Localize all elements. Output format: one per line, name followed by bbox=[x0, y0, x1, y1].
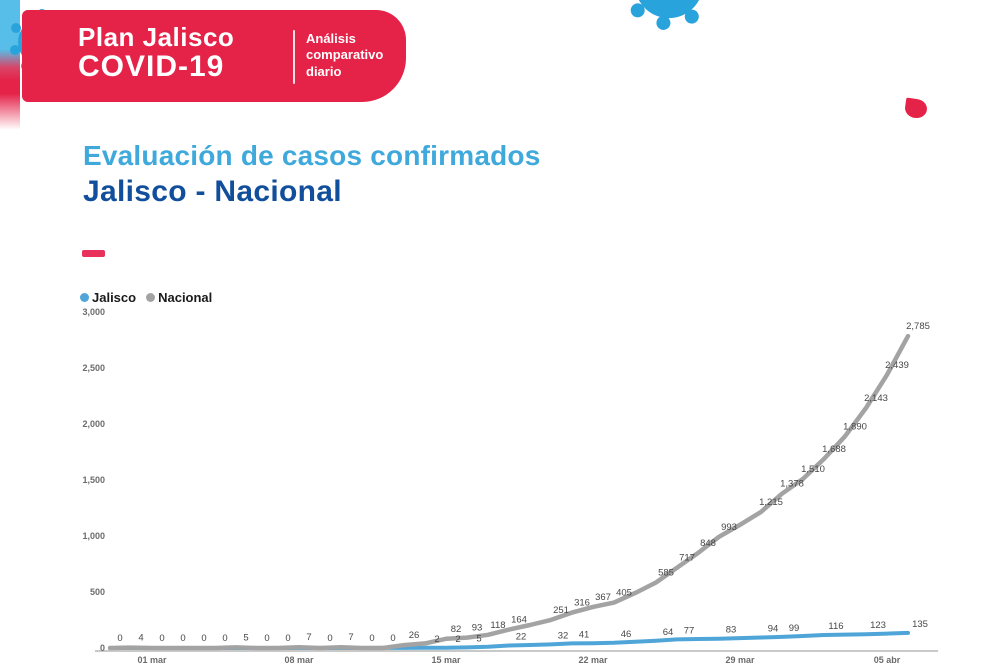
nacional-data-label: 26 bbox=[408, 630, 420, 642]
x-axis-tick-label: 29 mar bbox=[725, 655, 755, 665]
nacional-data-label: 1,510 bbox=[801, 463, 825, 475]
jalisco-data-label: 46 bbox=[620, 628, 632, 640]
x-axis-tick-label: 01 mar bbox=[137, 655, 167, 665]
nacional-data-label: 1,688 bbox=[822, 443, 846, 455]
nacional-data-label: 717 bbox=[679, 552, 695, 564]
x-axis-tick-label: 15 mar bbox=[431, 655, 461, 665]
nacional-line bbox=[110, 336, 908, 648]
x-axis-tick-label: 08 mar bbox=[284, 655, 314, 665]
nacional-data-label: 2,143 bbox=[864, 392, 888, 404]
nacional-data-label: 2,785 bbox=[906, 321, 930, 333]
jalisco-data-label: 32 bbox=[557, 630, 569, 642]
x-axis-tick-label: 22 mar bbox=[578, 655, 608, 665]
nacional-data-label: 93 bbox=[471, 622, 483, 634]
nacional-data-label: 405 bbox=[616, 587, 632, 599]
banner-subtitle-line1: Análisis bbox=[306, 31, 356, 46]
jalisco-data-label: 2 bbox=[455, 633, 461, 645]
jalisco-data-label: 5 bbox=[476, 633, 482, 645]
nacional-data-label: 0 bbox=[390, 633, 396, 644]
nacional-data-label: 164 bbox=[511, 614, 527, 626]
nacional-data-label: 0 bbox=[117, 633, 123, 644]
y-axis-tick-label: 3,000 bbox=[82, 307, 105, 317]
nacional-data-label: 848 bbox=[700, 538, 716, 550]
jalisco-data-label: 77 bbox=[683, 625, 695, 637]
nacional-data-label: 5 bbox=[243, 632, 249, 644]
jalisco-data-label: 41 bbox=[578, 629, 590, 641]
banner-title-line2: COVID-19 bbox=[78, 50, 225, 84]
nacional-data-label: 4 bbox=[138, 632, 144, 644]
page-title-line2: Jalisco - Nacional bbox=[83, 175, 342, 208]
nacional-data-label: 1,215 bbox=[759, 496, 783, 508]
jalisco-data-label: 64 bbox=[662, 626, 674, 638]
jalisco-data-label: 94 bbox=[767, 623, 779, 635]
y-axis-tick-label: 2,500 bbox=[82, 363, 105, 373]
y-axis-tick-label: 1,500 bbox=[82, 475, 105, 485]
nacional-data-label: 7 bbox=[348, 632, 354, 644]
banner-subtitle-line2: comparativo bbox=[306, 47, 384, 63]
banner-title-line1: Plan Jalisco bbox=[78, 22, 235, 52]
nacional-data-label: 0 bbox=[285, 633, 291, 644]
y-axis-tick-label: 1,000 bbox=[82, 531, 105, 541]
nacional-data-label: 251 bbox=[553, 604, 569, 616]
nacional-data-label: 585 bbox=[658, 567, 674, 579]
nacional-data-label: 0 bbox=[369, 633, 375, 644]
nacional-data-label: 0 bbox=[180, 633, 186, 644]
jalisco-data-label: 83 bbox=[725, 624, 737, 636]
nacional-data-label: 82 bbox=[450, 623, 462, 635]
jalisco-data-label: 135 bbox=[912, 618, 928, 630]
nacional-data-label: 0 bbox=[222, 633, 228, 644]
y-axis-tick-label: 0 bbox=[99, 643, 105, 653]
nacional-data-label: 2,439 bbox=[885, 359, 909, 371]
jalisco-data-label: 123 bbox=[870, 620, 886, 632]
legend-label-nacional: Nacional bbox=[158, 290, 213, 305]
nacional-data-label: 7 bbox=[306, 632, 312, 644]
banner-subtitle-line3: diario bbox=[306, 63, 342, 79]
nacional-data-label: 316 bbox=[574, 597, 590, 609]
x-axis-tick-label: 05 abr bbox=[873, 655, 901, 665]
nacional-data-label: 0 bbox=[159, 633, 165, 644]
jalisco-data-label: 116 bbox=[828, 621, 844, 633]
jalisco-data-label: 99 bbox=[788, 622, 800, 634]
y-axis-tick-label: 2,000 bbox=[82, 419, 105, 429]
nacional-data-label: 367 bbox=[595, 591, 611, 603]
nacional-data-label: 0 bbox=[327, 633, 333, 644]
jalisco-data-label: 22 bbox=[515, 631, 527, 643]
nacional-data-label: 118 bbox=[490, 619, 506, 631]
y-axis-tick-label: 500 bbox=[89, 587, 105, 597]
nacional-data-label: 0 bbox=[264, 633, 270, 644]
nacional-data-label: 993 bbox=[721, 521, 737, 533]
page-title-line1: Evaluación de casos confirmados bbox=[83, 140, 541, 171]
nacional-data-label: 1,890 bbox=[843, 421, 867, 433]
legend-label-jalisco: Jalisco bbox=[92, 290, 137, 305]
nacional-data-label: 0 bbox=[201, 633, 207, 644]
nacional-data-label: 1,378 bbox=[780, 478, 804, 490]
jalisco-data-label: 2 bbox=[434, 633, 440, 645]
